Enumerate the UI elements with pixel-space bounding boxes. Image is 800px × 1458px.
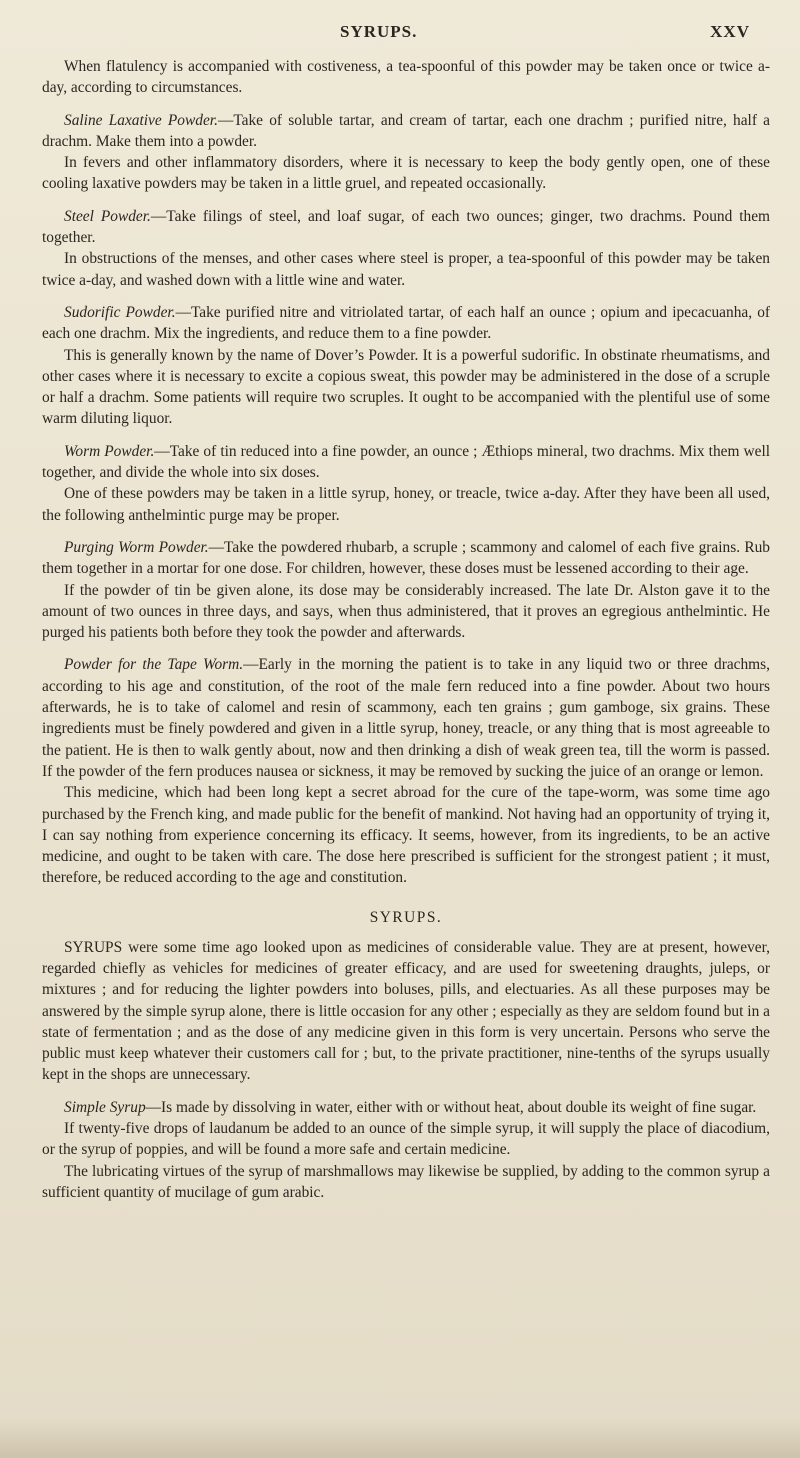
paragraph-text: One of these powders may be taken in a little syrup, honey, or treacle, twice a-day. After they have been all used, the following anthelmintic purge may be proper. [42, 485, 770, 524]
paragraph-text: In obstructions of the menses, and other cases where steel is proper, a tea-spoonful of this powder may be taken twice a-day, and washed down with a little wine and water. [42, 250, 770, 289]
paragraph-text: —Take of soluble tartar, and cream of tartar, each one drachm ; purified nitre, half a drachm. Make them into a powder. [42, 111, 770, 150]
paragraph [42, 1097, 770, 1118]
paragraph [42, 302, 770, 345]
paragraph [42, 1118, 770, 1161]
paragraph [42, 56, 770, 99]
paragraph-text: This is generally known by the name of Dover’s Powder. It is a powerful sudorific. In obstinate rheumatisms, and other cases where it is necessary to excite a copious sweat, this powder may be administered in the dose of a scruple or half a drachm. Some patients will require two scruples. It ought to be accompanied with the plentiful use of some warm diluting liquor. [42, 346, 770, 428]
page-bottom-shadow [0, 1418, 800, 1458]
paragraph [42, 110, 770, 153]
paragraph-text: This medicine, which had been long kept a secret abroad for the cure of the tape-worm, was some time ago purchased by the French king, and made public for the benefit of mankind. Not having had an opportunity of trying it, I can say nothing from experience concerning its efficacy. It seems, however, from its ingredients, to be an active medicine, and ought to be taken with care. The dose here prescribed is sufficient for the strongest patient ; it must, therefore, be reduced according to the age and constitution. [42, 784, 770, 887]
paragraph [42, 654, 770, 782]
paragraph [42, 937, 770, 1086]
recipe-title: Steel Powder. [64, 207, 151, 225]
recipe-title: Sudorific Powder. [64, 303, 176, 321]
section-body-text [42, 937, 770, 1204]
page-number: XXV [710, 22, 750, 41]
paragraph [42, 345, 770, 430]
paragraph-text: —Take purified nitre and vitriolated tartar, of each half an ounce ; opium and ipecacuanha, of each one drachm. Mix the ingredients, and reduce them to a fine powder. [42, 303, 771, 343]
running-head-title: SYRUPS. [340, 22, 418, 41]
paragraph-text: SYRUPS were some time ago looked upon as medicines of considerable value. They are at present, however, regarded chiefly as vehicles for medicines of greater efficacy, and are used for sweetening draughts, juleps, or mixtures ; and for reducing the lighter powders into boluses, pills, and electuaries. As all these purposes may be answered by the simple syrup alone, there is little occasion for any other ; especially as they are seldom found but in a state of fermentation ; and as the dose of any medicine given in this form is very uncertain. Persons who serve the public must keep whatever their customers call for ; but, to the private practitioner, nine-tenths of the syrups usually kept in the shops are unnecessary. [42, 938, 770, 1084]
paragraph [42, 441, 770, 484]
paragraph [42, 152, 770, 195]
recipe-title: Simple Syrup [64, 1098, 146, 1116]
paragraph-text: When flatulency is accompanied with costiveness, a tea-spoonful of this powder may be taken once or twice a-day, according to circumstances. [42, 58, 770, 97]
paragraph-text: If the powder of tin be given alone, its dose may be considerably increased. The late Dr. Alston gave it to the amount of two ounces in three days, and says, when thus administered, that it proves an egregious anthelmintic. He purged his patients both before they took the powder and afterwards. [42, 581, 770, 642]
paragraph-text: —Early in the morning the patient is to take in any liquid two or three drachms, according to his age and constitution, of the root of the male fern reduced into a fine powder. About two hours afterwards, he is to take of calomel and resin of scammony, each ten grains ; gum gamboge, six grains. These ingredients must be finely powdered and given in a little syrup, honey, treacle, or any thing that is most agreeable to the patient. He is then to walk gently about, now and then drinking a dish of weak green tea, till the worm is passed. If the powder of the fern produces nausea or sickness, it may be removed by sucking the juice of an orange or lemon. [42, 656, 770, 780]
running-head [42, 22, 770, 56]
paragraph-text: —Take filings of steel, and loaf sugar, of each two ounces; ginger, two drachms. Pound them together. [42, 207, 770, 247]
paragraph-text: The lubricating virtues of the syrup of marshmallows may likewise be supplied, by adding to the common syrup a sufficient quantity of mucilage of gum arabic. [42, 1162, 770, 1201]
paragraph [42, 483, 770, 526]
paragraph [42, 580, 770, 644]
paragraph [42, 1161, 770, 1204]
main-body-text [42, 56, 770, 889]
section-heading: SYRUPS. [369, 908, 443, 926]
paragraph [42, 206, 770, 249]
recipe-title: Purging Worm Powder. [64, 538, 209, 556]
recipe-title: Saline Laxative Powder. [64, 111, 218, 129]
paragraph-text: In fevers and other inflammatory disorders, where it is necessary to keep the body gently open, one of these cooling laxative powders may be taken in a little gruel, and repeated occasionally. [42, 154, 770, 193]
paragraph-text: —Take of tin reduced into a fine powder, an ounce ; Æthiops mineral, two drachms. Mix them well together, and divide the whole into six doses. [42, 442, 771, 482]
paragraph [42, 537, 770, 580]
paragraph [42, 248, 770, 291]
paragraph-text: If twenty-five drops of laudanum be added to an ounce of the simple syrup, it will supply the place of diacodium, or the syrup of poppies, and will be found a more safe and certain medicine. [42, 1120, 770, 1159]
paragraph-text: —Is made by dissolving in water, either with or without heat, about double its weight of fine sugar. [145, 1098, 757, 1116]
recipe-title: Worm Powder. [64, 442, 155, 460]
paragraph-text: —Take the powdered rhubarb, a scruple ; scammony and calomel of each five grains. Rub them together in a mortar for one dose. For children, however, these doses must be lessened according to their age. [42, 538, 770, 578]
recipe-title: Powder for the Tape Worm. [64, 656, 244, 674]
paragraph [42, 782, 770, 888]
